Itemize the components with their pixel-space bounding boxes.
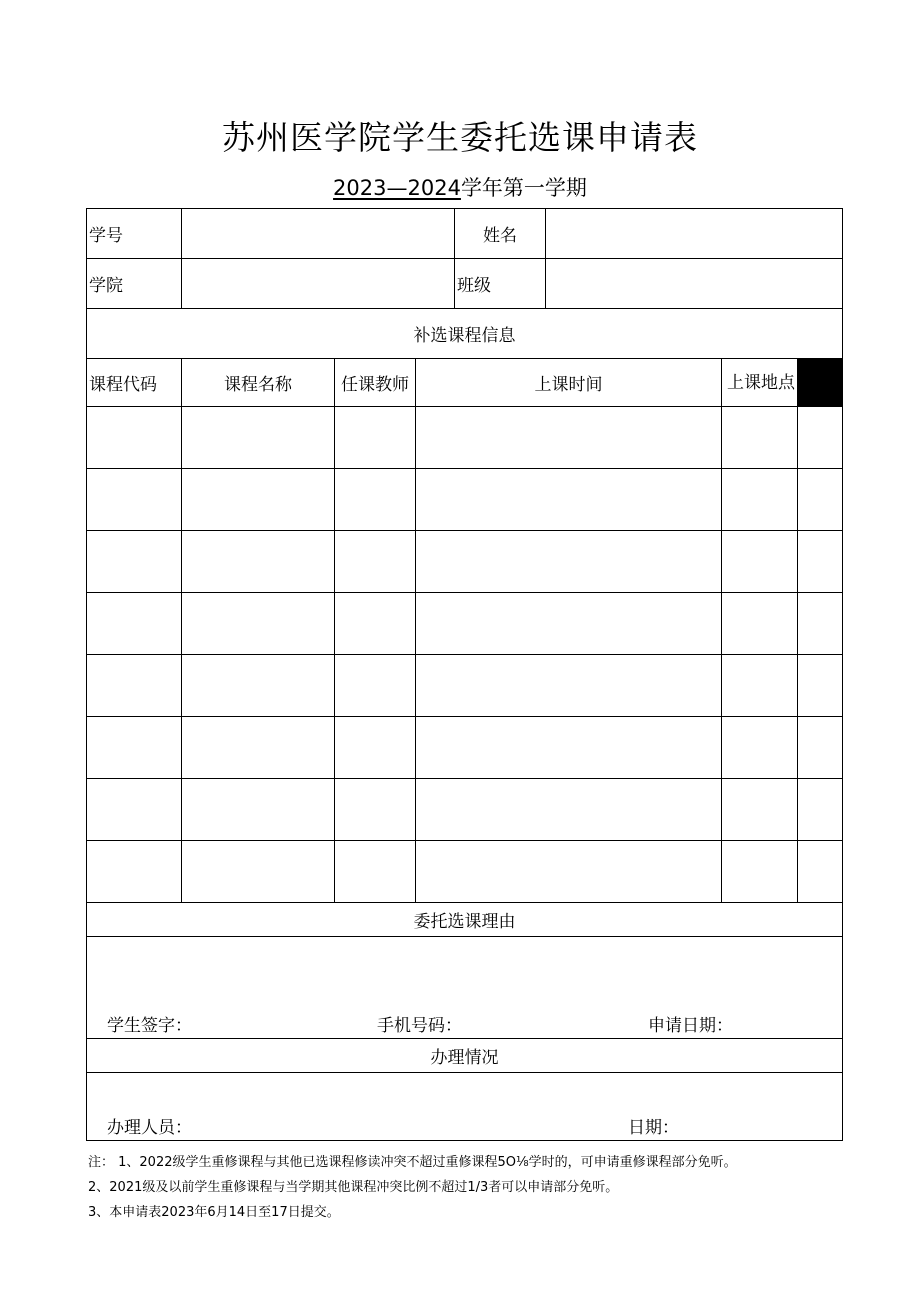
col-course-code: 课程代码	[87, 359, 182, 407]
course-name-cell[interactable]	[182, 717, 335, 779]
student-id-field[interactable]	[182, 209, 455, 259]
col-course-name: 课程名称	[182, 359, 335, 407]
course-time-cell[interactable]	[416, 841, 722, 903]
black-filled-cell	[798, 359, 843, 407]
course-extra-cell[interactable]	[798, 841, 843, 903]
course-row	[87, 531, 843, 593]
course-section-title: 补选课程信息	[87, 309, 843, 359]
course-time-cell[interactable]	[416, 469, 722, 531]
course-code-cell[interactable]	[87, 717, 182, 779]
student-signature-label: 学生签字：	[107, 1016, 192, 1036]
course-name-cell[interactable]	[182, 779, 335, 841]
notes-block	[88, 1150, 737, 1225]
college-label: 学院	[87, 259, 182, 309]
course-teacher-cell[interactable]	[335, 469, 416, 531]
course-location-cell[interactable]	[722, 717, 798, 779]
course-teacher-cell[interactable]	[335, 593, 416, 655]
semester-text: 学年第一学期	[460, 176, 587, 200]
class-field[interactable]	[546, 259, 843, 309]
application-form-table	[86, 208, 843, 1141]
course-name-cell[interactable]	[182, 841, 335, 903]
course-row	[87, 779, 843, 841]
course-teacher-cell[interactable]	[335, 531, 416, 593]
course-teacher-cell[interactable]	[335, 841, 416, 903]
course-code-cell[interactable]	[87, 779, 182, 841]
course-location-cell[interactable]	[722, 593, 798, 655]
note-2: 2、2021级及以前学生重修课程与当学期其他课程冲突比例不超过1/3者可以申请部分免听。	[88, 1180, 619, 1195]
course-location-cell[interactable]	[722, 407, 798, 469]
class-label: 班级	[455, 259, 546, 309]
course-code-cell[interactable]	[87, 469, 182, 531]
course-header-row	[87, 359, 843, 407]
form-title: 苏州医学院学生委托选课申请表	[222, 118, 698, 157]
course-teacher-cell[interactable]	[335, 407, 416, 469]
course-extra-cell[interactable]	[798, 469, 843, 531]
course-extra-cell[interactable]	[798, 655, 843, 717]
processing-date-label: 日期：	[628, 1118, 679, 1138]
course-extra-cell[interactable]	[798, 593, 843, 655]
course-row	[87, 407, 843, 469]
course-code-cell[interactable]	[87, 407, 182, 469]
note-3: 3、本申请表2023年6月14日至17日提交。	[88, 1205, 340, 1220]
course-name-cell[interactable]	[182, 531, 335, 593]
course-code-cell[interactable]	[87, 593, 182, 655]
col-location: 上课地点	[722, 359, 798, 407]
student-id-row	[87, 209, 843, 259]
course-time-cell[interactable]	[416, 779, 722, 841]
semester-subtitle	[0, 172, 920, 202]
handler-label: 办理人员：	[107, 1118, 192, 1138]
course-row	[87, 655, 843, 717]
course-time-cell[interactable]	[416, 593, 722, 655]
note-1: 注： 1、2022级学生重修课程与其他已选课程修读冲突不超过重修课程5O⅛学时的，可申请重修课程部分免听。	[88, 1155, 737, 1170]
course-time-cell[interactable]	[416, 531, 722, 593]
college-field[interactable]	[182, 259, 455, 309]
col-teacher: 任课教师	[335, 359, 416, 407]
col-class-time: 上课时间	[416, 359, 722, 407]
reason-section-title: 委托选课理由	[87, 903, 843, 937]
course-time-cell[interactable]	[416, 407, 722, 469]
course-location-cell[interactable]	[722, 841, 798, 903]
course-code-cell[interactable]	[87, 655, 182, 717]
course-row	[87, 717, 843, 779]
course-row	[87, 841, 843, 903]
phone-label: 手机号码：	[377, 1016, 462, 1036]
student-id-label: 学号	[87, 209, 182, 259]
course-code-cell[interactable]	[87, 841, 182, 903]
course-time-cell[interactable]	[416, 717, 722, 779]
course-location-cell[interactable]	[722, 469, 798, 531]
course-extra-cell[interactable]	[798, 779, 843, 841]
course-name-cell[interactable]	[182, 593, 335, 655]
course-teacher-cell[interactable]	[335, 779, 416, 841]
course-teacher-cell[interactable]	[335, 717, 416, 779]
course-location-cell[interactable]	[722, 779, 798, 841]
course-teacher-cell[interactable]	[335, 655, 416, 717]
course-time-cell[interactable]	[416, 655, 722, 717]
year-range: 2023—2024	[333, 176, 461, 200]
processing-section-title: 办理情况	[87, 1039, 843, 1073]
course-location-cell[interactable]	[722, 655, 798, 717]
college-row	[87, 259, 843, 309]
course-row	[87, 469, 843, 531]
course-extra-cell[interactable]	[798, 407, 843, 469]
course-name-cell[interactable]	[182, 655, 335, 717]
reason-field[interactable]	[87, 937, 843, 1039]
name-field[interactable]	[546, 209, 843, 259]
processing-field[interactable]	[87, 1073, 843, 1141]
course-extra-cell[interactable]	[798, 717, 843, 779]
course-code-cell[interactable]	[87, 531, 182, 593]
course-location-cell[interactable]	[722, 531, 798, 593]
apply-date-label: 申请日期：	[648, 1016, 733, 1036]
course-name-cell[interactable]	[182, 469, 335, 531]
course-extra-cell[interactable]	[798, 531, 843, 593]
course-row	[87, 593, 843, 655]
name-label: 姓名	[455, 209, 546, 259]
course-name-cell[interactable]	[182, 407, 335, 469]
